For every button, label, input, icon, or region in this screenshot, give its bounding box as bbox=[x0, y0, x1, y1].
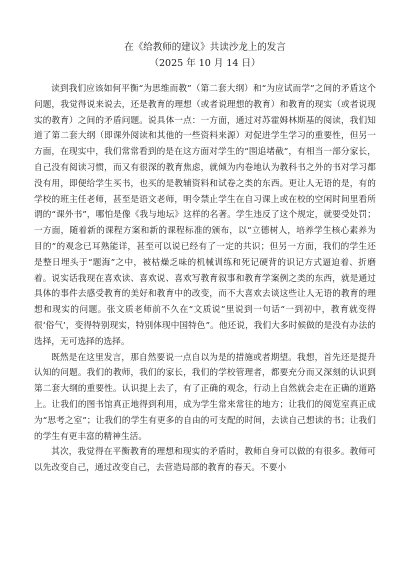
body-paragraph-1: 读到我们应该如何平衡“为思维而教”（第二套大纲）和“为应试而学”之间的矛盾这个问题，我觉得说来说去，还是教育的理想（或者说理想的教育）和教育的现实（或者说现实的教育）之间的矛盾问题。说具体一点：一方面，通过对苏霍姆林斯基的阅读，我们知道了第二套大纲（即课外阅读和其他的一些资料来源）对促进学生学习的重要性，但另一方面，在现实中，我们常常看到的是在这方面对学生的“围追堵截”，有相当一部分家长，自己没有阅读习惯，而又有很深的教育焦虑，就倾为内卷地认为教科书之外的书对学习都没有用，即便给学生买书，也买的是教辅资料和试卷之类的东西。更让人无语的是，有的学校的班主任老师，甚至是语文老师，明令禁止学生在自习课上或在校的空闲时间里看所谓的“课外书”，哪怕是像《我与地坛》这样的名著。学生违反了这个规定，就要受处罚；一方面，随着新的课程方案和新的课程标准的颁布，以“立德树人，培养学生核心素养为目的”的观念已耳熟能详，甚至可以说已经有了一定的共识；但另一方面，我们的学生还是整日埋头于“题海”之中，被枯燥乏味的机械训练和死记硬背的识记方式逼迫着、折磨着。说实话我现在喜欢读、喜欢说、喜欢写教育叙事和教育学案例之类的东西，就是通过具体的事件去感受教育的美好和教育中的改变，而不大喜欢去谈这些让人无语的教育的理想和现实的问题。张文质老师前不久在“文质说”里说到一句话“一到初中，教育就变得很‘俗气’，变得特别现实，特别体现中国特色”。他还说，我们大多时候做的是没有办法的选择，无可选择的选择。 bbox=[34, 84, 376, 347]
body-paragraph-2: 既然是在这里发言，那自然要说一点自以为是的措施或者期望。我想，首先还是提升认知的问题。我们的教师，我们的家长，我们的学校管理者，都要充分而又深刻的认识到第二套大纲的重要性。认识提上去了，有了正确的观念，行动上自然就会走在正确的道路上。让我们的图书馆真正地得到利用，成为学生常来常往的地方；让我们的阅览室真正成为“思考之室”；让我们的学生有更多的自由的可支配的时间，去读自己想读的书；让我们的学生有更丰富的精神生活。 bbox=[34, 352, 376, 442]
document-date: （2025 年 10 月 14 日） bbox=[149, 58, 261, 69]
body-paragraph-3: 其次，我觉得在平衡教育的理想和现实的矛盾时，教师自身可以做的有很多。教师可以先改变自己，通过改变自己，去营造局部的教育的春天。不要小 bbox=[34, 447, 376, 474]
document-title: 在《给教师的建议》共读沙龙上的发言 bbox=[124, 42, 286, 53]
